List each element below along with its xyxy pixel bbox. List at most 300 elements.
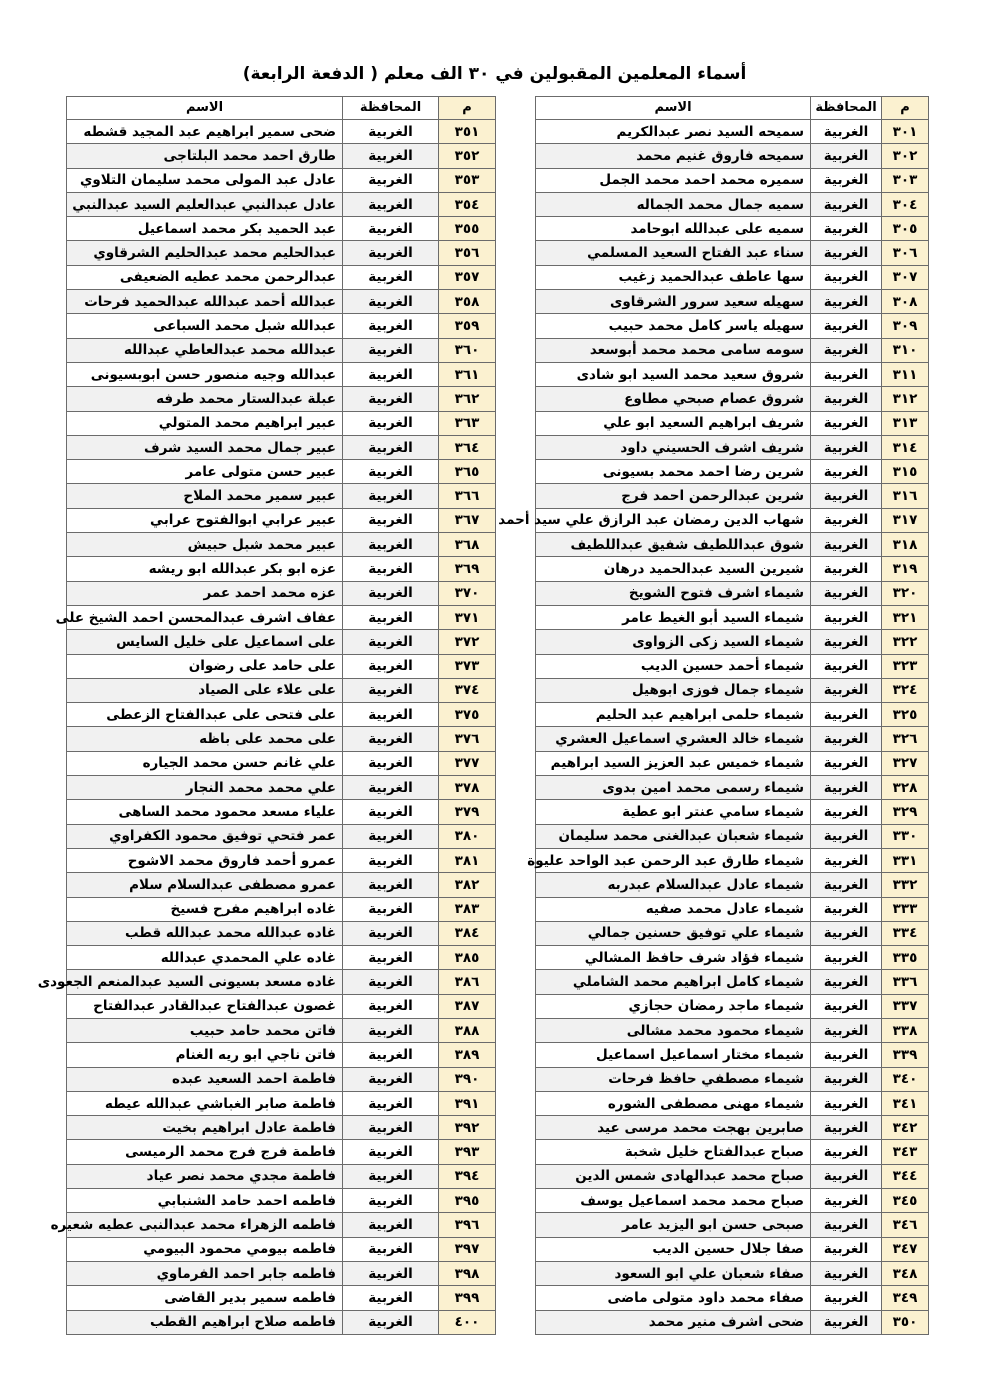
row-name: صفاء محمد داود متولى ماضى (536, 1286, 811, 1310)
table-row (67, 241, 496, 265)
row-number: ٣٤٩ (882, 1286, 929, 1310)
row-number: ٣٠٤ (882, 192, 929, 216)
row-name: سميحه السيد نصر عبدالكريم (536, 120, 811, 144)
table-row (67, 703, 496, 727)
row-name: شيرين السيد عبدالحميد درهان (536, 557, 811, 581)
row-governorate: الغربية (811, 533, 882, 557)
row-number: ٣٢٥ (882, 703, 929, 727)
row-name: شيماء مصطفي حافظ فرحات (536, 1067, 811, 1091)
row-name: على علاء على الصياد (67, 678, 343, 702)
row-name: عادل عبدالنبي عبدالعليم السيد عبدالنبي (67, 192, 343, 216)
row-governorate: الغربية (343, 824, 439, 848)
table-row (67, 484, 496, 508)
table-row (536, 290, 929, 314)
row-name: عمر فتحي توفيق محمود الكفراوي (67, 824, 343, 848)
row-name: سناء عبد الفتاح السعيد المسلمي (536, 241, 811, 265)
row-number: ٣٢٠ (882, 581, 929, 605)
row-name: عبدالحليم محمد عبدالحليم الشرقاوي (67, 241, 343, 265)
table-row (536, 1189, 929, 1213)
row-governorate: الغربية (343, 751, 439, 775)
row-name: عزه محمد احمد عمر (67, 581, 343, 605)
row-number: ٣٥٩ (439, 314, 496, 338)
row-name: عبير ابراهيم محمد المتولي (67, 411, 343, 435)
row-governorate: الغربية (343, 776, 439, 800)
row-governorate: الغربية (343, 994, 439, 1018)
table-row (536, 411, 929, 435)
table-row (67, 144, 496, 168)
row-governorate: الغربية (811, 557, 882, 581)
row-name: شريف اشرف الحسيني داود (536, 435, 811, 459)
row-governorate: الغربية (343, 1018, 439, 1042)
row-name: فاطمه سمير بدير القاضى (67, 1286, 343, 1310)
row-governorate: الغربية (811, 848, 882, 872)
row-governorate: الغربية (343, 1043, 439, 1067)
row-name: عبلة عبدالستار محمد طرفه (67, 387, 343, 411)
table-row (67, 1261, 496, 1285)
row-governorate: الغربية (343, 484, 439, 508)
row-number: ٣٨٤ (439, 921, 496, 945)
row-number: ٣٧٢ (439, 630, 496, 654)
row-number: ٣٤٥ (882, 1189, 929, 1213)
row-governorate: الغربية (811, 1116, 882, 1140)
table-row (67, 776, 496, 800)
row-governorate: الغربية (811, 411, 882, 435)
table-row (536, 630, 929, 654)
row-name: عبير عرابي ابوالفتوح عرابي (67, 508, 343, 532)
row-governorate: الغربية (811, 897, 882, 921)
row-name: ضحى اشرف منير محمد (536, 1310, 811, 1334)
row-number: ٣٣٨ (882, 1018, 929, 1042)
row-name: شيماء السيد زكى الزواوى (536, 630, 811, 654)
row-number: ٣٤٦ (882, 1213, 929, 1237)
row-number: ٣٣٢ (882, 873, 929, 897)
row-number: ٣٤٣ (882, 1140, 929, 1164)
row-governorate: الغربية (343, 1310, 439, 1334)
row-number: ٣١٢ (882, 387, 929, 411)
row-name: شيماء فؤاد شرف حافظ المشالي (536, 946, 811, 970)
row-governorate: الغربية (343, 1067, 439, 1091)
row-name: صباح محمد محمد اسماعيل يوسف (536, 1189, 811, 1213)
row-number: ٣٠٦ (882, 241, 929, 265)
row-name: غاده عبدالله محمد عبدالله قطب (67, 921, 343, 945)
table-row (536, 703, 929, 727)
row-governorate: الغربية (343, 460, 439, 484)
row-number: ٣٠١ (882, 120, 929, 144)
table-row (67, 1043, 496, 1067)
table-row (536, 776, 929, 800)
row-number: ٣٢٢ (882, 630, 929, 654)
table-header-row (536, 97, 929, 120)
header-governorate: المحافظة (811, 97, 882, 120)
table-row (536, 217, 929, 241)
row-governorate: الغربية (811, 654, 882, 678)
row-name: شيماء أحمد حسين الديب (536, 654, 811, 678)
table-row (67, 1237, 496, 1261)
row-number: ٣٢٨ (882, 776, 929, 800)
row-governorate: الغربية (811, 362, 882, 386)
row-number: ٤٠٠ (439, 1310, 496, 1334)
row-number: ٣٦٠ (439, 338, 496, 362)
row-governorate: الغربية (811, 1140, 882, 1164)
row-name: سميره محمد احمد محمد الجمل (536, 168, 811, 192)
row-number: ٣٩٣ (439, 1140, 496, 1164)
row-governorate: الغربية (811, 144, 882, 168)
row-governorate: الغربية (811, 873, 882, 897)
row-name: عمرو أحمد فاروق محمد الاشوح (67, 848, 343, 872)
row-governorate: الغربية (811, 217, 882, 241)
table-row (536, 1018, 929, 1042)
table-row (536, 1091, 929, 1115)
row-name: فاطمة فرج فرج محمد الرميسى (67, 1140, 343, 1164)
row-name: فاطمه صلاح ابراهيم القطب (67, 1310, 343, 1334)
row-name: فاطمة احمد السعيد عبده (67, 1067, 343, 1091)
row-number: ٣٨٠ (439, 824, 496, 848)
row-governorate: الغربية (343, 314, 439, 338)
table-row (67, 1067, 496, 1091)
row-name: شيماء جمال فوزى ابوهيل (536, 678, 811, 702)
row-name: سميه جمال محمد الجماله (536, 192, 811, 216)
table-row (67, 921, 496, 945)
table-row (536, 362, 929, 386)
row-name: شيماء عادل عبدالسلام عبدربه (536, 873, 811, 897)
row-number: ٣٢٦ (882, 727, 929, 751)
row-name: على حامد على رضوان (67, 654, 343, 678)
row-name: فاطمه احمد حامد الشنبابي (67, 1189, 343, 1213)
row-name: سميه على عبدالله ابوحامد (536, 217, 811, 241)
row-governorate: الغربية (811, 120, 882, 144)
row-number: ٣٨٥ (439, 946, 496, 970)
table-row (67, 630, 496, 654)
row-number: ٣٤١ (882, 1091, 929, 1115)
table-row (536, 338, 929, 362)
table-row (67, 217, 496, 241)
table-row (536, 241, 929, 265)
row-name: صابرين بهجت محمد مرسى عيد (536, 1116, 811, 1140)
row-number: ٣٦٧ (439, 508, 496, 532)
row-governorate: الغربية (811, 1286, 882, 1310)
row-name: عبدالله أحمد عبدالله عبدالحميد فرحات (67, 290, 343, 314)
row-number: ٣١٧ (882, 508, 929, 532)
row-number: ٣٩٩ (439, 1286, 496, 1310)
row-name: صباح محمد عبدالهادى شمس الدين (536, 1164, 811, 1188)
table-row (67, 897, 496, 921)
table-row (536, 460, 929, 484)
row-governorate: الغربية (811, 946, 882, 970)
table-row (67, 533, 496, 557)
table-row (536, 678, 929, 702)
table-row (536, 1067, 929, 1091)
row-name: شيماء السيد أبو الغيط عامر (536, 605, 811, 629)
row-number: ٣٣٦ (882, 970, 929, 994)
row-governorate: الغربية (811, 1043, 882, 1067)
row-name: عبير جمال محمد السيد شرف (67, 435, 343, 459)
table-row (536, 1237, 929, 1261)
row-governorate: الغربية (343, 265, 439, 289)
row-number: ٣٧٤ (439, 678, 496, 702)
row-governorate: الغربية (811, 1091, 882, 1115)
teachers-table-left (37, 96, 496, 1335)
table-row (67, 1140, 496, 1164)
table-row (67, 581, 496, 605)
row-governorate: الغربية (343, 508, 439, 532)
row-number: ٣٣٤ (882, 921, 929, 945)
row-name: عبدالرحمن محمد عطيه الضعيفى (67, 265, 343, 289)
row-number: ٣٥٧ (439, 265, 496, 289)
table-row (536, 873, 929, 897)
table-row (67, 387, 496, 411)
row-governorate: الغربية (343, 654, 439, 678)
row-governorate: الغربية (811, 460, 882, 484)
row-name: شروق سعيد محمد السيد ابو شادى (536, 362, 811, 386)
row-governorate: الغربية (343, 533, 439, 557)
row-name: شيماء مختار اسماعيل اسماعيل (536, 1043, 811, 1067)
row-name: شريف ابراهيم السعيد ابو علي (536, 411, 811, 435)
row-name: شيماء كامل ابراهيم محمد الشاملي (536, 970, 811, 994)
row-name: شيماء حلمى ابراهيم عبد الحليم (536, 703, 811, 727)
table-row (536, 1116, 929, 1140)
row-governorate: الغربية (811, 265, 882, 289)
row-name: ضحى سمير ابراهيم عبد المجيد قشطه (67, 120, 343, 144)
row-governorate: الغربية (343, 630, 439, 654)
row-governorate: الغربية (343, 848, 439, 872)
row-number: ٣٥٤ (439, 192, 496, 216)
table-row (536, 435, 929, 459)
row-governorate: الغربية (343, 1261, 439, 1285)
row-number: ٣٥٢ (439, 144, 496, 168)
row-name: شيماء شعبان عبدالغنى محمد سليمان (536, 824, 811, 848)
row-governorate: الغربية (343, 387, 439, 411)
row-governorate: الغربية (811, 1237, 882, 1261)
table-row (536, 1261, 929, 1285)
row-number: ٣٤٤ (882, 1164, 929, 1188)
table-row (536, 946, 929, 970)
row-governorate: الغربية (811, 678, 882, 702)
row-name: شيماء سامي عنتر ابو عطية (536, 800, 811, 824)
document-title: أسماء المعلمين المقبولين في ٣٠ الف معلم ( الدفعة الرابعة) (242, 64, 747, 84)
row-number: ٣٨٣ (439, 897, 496, 921)
table-row (67, 1091, 496, 1115)
table-row (67, 338, 496, 362)
row-governorate: الغربية (811, 605, 882, 629)
row-name: فاطمة صابر الغباشي عبدالله عيطه (67, 1091, 343, 1115)
row-name: غاده ابراهيم مفرح فسيخ (67, 897, 343, 921)
row-name: شيماء خميس عبد العزيز السيد ابراهيم (536, 751, 811, 775)
row-number: ٣١٤ (882, 435, 929, 459)
row-governorate: الغربية (811, 1189, 882, 1213)
row-governorate: الغربية (811, 508, 882, 532)
table-row (536, 800, 929, 824)
table-row (67, 1286, 496, 1310)
row-name: غصون عبدالفتاح عبدالقادر عبدالفتاح (67, 994, 343, 1018)
row-governorate: الغربية (343, 217, 439, 241)
table-row (67, 120, 496, 144)
table-row (67, 678, 496, 702)
table-row (536, 1310, 929, 1334)
row-governorate: الغربية (343, 411, 439, 435)
row-number: ٣٥٦ (439, 241, 496, 265)
row-number: ٣٨٦ (439, 970, 496, 994)
table-row (67, 411, 496, 435)
row-name: شيماء خالد العشري اسماعيل العشري (536, 727, 811, 751)
row-governorate: الغربية (811, 1018, 882, 1042)
row-number: ٣٧٥ (439, 703, 496, 727)
row-name: صفاء شعبان علي ابو السعود (536, 1261, 811, 1285)
row-governorate: الغربية (343, 800, 439, 824)
row-number: ٣٧٠ (439, 581, 496, 605)
row-governorate: الغربية (811, 1213, 882, 1237)
row-number: ٣٤٧ (882, 1237, 929, 1261)
row-number: ٣٧٨ (439, 776, 496, 800)
table-row (67, 314, 496, 338)
row-number: ٣٥٣ (439, 168, 496, 192)
row-number: ٣٢٣ (882, 654, 929, 678)
row-number: ٣٠٩ (882, 314, 929, 338)
table-row (536, 897, 929, 921)
table-row (536, 1286, 929, 1310)
table-header-row (67, 97, 496, 120)
row-name: شوق عبداللطيف شفيق عبداللطيف (536, 533, 811, 557)
row-number: ٣٤٠ (882, 1067, 929, 1091)
row-governorate: الغربية (811, 727, 882, 751)
row-number: ٣٧٣ (439, 654, 496, 678)
row-governorate: الغربية (811, 387, 882, 411)
row-name: شيماء محمود محمد مشالى (536, 1018, 811, 1042)
row-governorate: الغربية (811, 1067, 882, 1091)
row-name: شيماء طارق عبد الرحمن عبد الواحد عليوة (536, 848, 811, 872)
row-governorate: الغربية (343, 1189, 439, 1213)
row-governorate: الغربية (343, 605, 439, 629)
header-name: الاسم (67, 97, 343, 120)
row-number: ٣٦٤ (439, 435, 496, 459)
table-row (536, 848, 929, 872)
row-number: ٣٧٧ (439, 751, 496, 775)
table-row (536, 921, 929, 945)
row-governorate: الغربية (343, 970, 439, 994)
row-name: عزه ابو بكر عبدالله ابو ريشه (67, 557, 343, 581)
row-number: ٣٧٦ (439, 727, 496, 751)
row-number: ٣٦١ (439, 362, 496, 386)
row-governorate: الغربية (343, 921, 439, 945)
table-row (67, 1310, 496, 1334)
row-number: ٣٦٨ (439, 533, 496, 557)
row-name: غاده علي المحمدي عبدالله (67, 946, 343, 970)
row-governorate: الغربية (343, 120, 439, 144)
row-name: سهيله سعيد سرور الشرقاوى (536, 290, 811, 314)
row-governorate: الغربية (811, 168, 882, 192)
row-number: ٣٨٧ (439, 994, 496, 1018)
row-number: ٣٩٢ (439, 1116, 496, 1140)
row-name: شرين عبدالرحمن احمد فرج (536, 484, 811, 508)
row-number: ٣٢٤ (882, 678, 929, 702)
row-name: عبدالله شبل محمد السباعى (67, 314, 343, 338)
row-governorate: الغربية (343, 1286, 439, 1310)
row-governorate: الغربية (811, 824, 882, 848)
row-number: ٣٤٢ (882, 1116, 929, 1140)
table-row (536, 727, 929, 751)
row-number: ٣٢١ (882, 605, 929, 629)
table-row (536, 387, 929, 411)
row-name: عبير سمير محمد الملاح (67, 484, 343, 508)
table-row (67, 435, 496, 459)
row-governorate: الغربية (811, 1164, 882, 1188)
row-governorate: الغربية (811, 751, 882, 775)
row-governorate: الغربية (343, 241, 439, 265)
row-governorate: الغربية (343, 946, 439, 970)
table-row (536, 314, 929, 338)
row-name: شيماء علي توفيق حسنين جمالي (536, 921, 811, 945)
row-number: ٣١٦ (882, 484, 929, 508)
row-number: ٣٩٧ (439, 1237, 496, 1261)
table-row (67, 727, 496, 751)
table-row (67, 654, 496, 678)
row-name: على محمد على باظه (67, 727, 343, 751)
table-row (536, 1213, 929, 1237)
row-number: ٣٢٩ (882, 800, 929, 824)
row-name: فاطمه جابر احمد الفرماوي (67, 1261, 343, 1285)
row-number: ٣٩٨ (439, 1261, 496, 1285)
row-number: ٣١٩ (882, 557, 929, 581)
row-number: ٣٣٧ (882, 994, 929, 1018)
row-governorate: الغربية (343, 727, 439, 751)
row-name: فاطمة عادل ابراهيم بخيت (67, 1116, 343, 1140)
table-row (67, 970, 496, 994)
row-name: عبير محمد شبل حبيش (67, 533, 343, 557)
row-name: فاتن محمد حامد حبيب (67, 1018, 343, 1042)
teachers-table-right (498, 96, 929, 1335)
row-number: ٣١٥ (882, 460, 929, 484)
row-name: على فتحى على عبدالفتاح الزعطى (67, 703, 343, 727)
row-governorate: الغربية (811, 1261, 882, 1285)
row-number: ٣٩١ (439, 1091, 496, 1115)
row-number: ٣٩٤ (439, 1164, 496, 1188)
row-number: ٣١٠ (882, 338, 929, 362)
row-number: ٣٩٠ (439, 1067, 496, 1091)
row-number: ٣٦٣ (439, 411, 496, 435)
row-number: ٣٥٨ (439, 290, 496, 314)
row-name: عمرو مصطفى عبدالسلام سلام (67, 873, 343, 897)
table-row (536, 1043, 929, 1067)
table-row (536, 824, 929, 848)
row-number: ٣٦٦ (439, 484, 496, 508)
row-number: ٣٣٠ (882, 824, 929, 848)
row-governorate: الغربية (811, 703, 882, 727)
table-row (536, 994, 929, 1018)
row-number: ٣٣٥ (882, 946, 929, 970)
row-number: ٣٨٢ (439, 873, 496, 897)
row-number: ٣٨١ (439, 848, 496, 872)
row-name: عبدالله محمد عبدالعاطي عبدالله (67, 338, 343, 362)
table-row (536, 605, 929, 629)
row-number: ٣١١ (882, 362, 929, 386)
row-governorate: الغربية (811, 484, 882, 508)
table-row (67, 1164, 496, 1188)
row-number: ٣٠٧ (882, 265, 929, 289)
row-name: شهاب الدين رمضان عبد الرازق علي سيد أحمد (536, 508, 811, 532)
row-governorate: الغربية (811, 800, 882, 824)
row-governorate: الغربية (343, 873, 439, 897)
table-row (536, 1140, 929, 1164)
table-row (67, 751, 496, 775)
row-number: ٣٦٩ (439, 557, 496, 581)
row-name: سها عاطف عبدالحميد زغيب (536, 265, 811, 289)
row-governorate: الغربية (343, 1213, 439, 1237)
row-governorate: الغربية (811, 290, 882, 314)
row-name: صبحى حسن ابو اليزيد عامر (536, 1213, 811, 1237)
table-row (536, 508, 929, 532)
table-row (67, 824, 496, 848)
row-name: عادل عبد المولى محمد سليمان التلاوي (67, 168, 343, 192)
row-name: طارق احمد محمد البلتاجى (67, 144, 343, 168)
